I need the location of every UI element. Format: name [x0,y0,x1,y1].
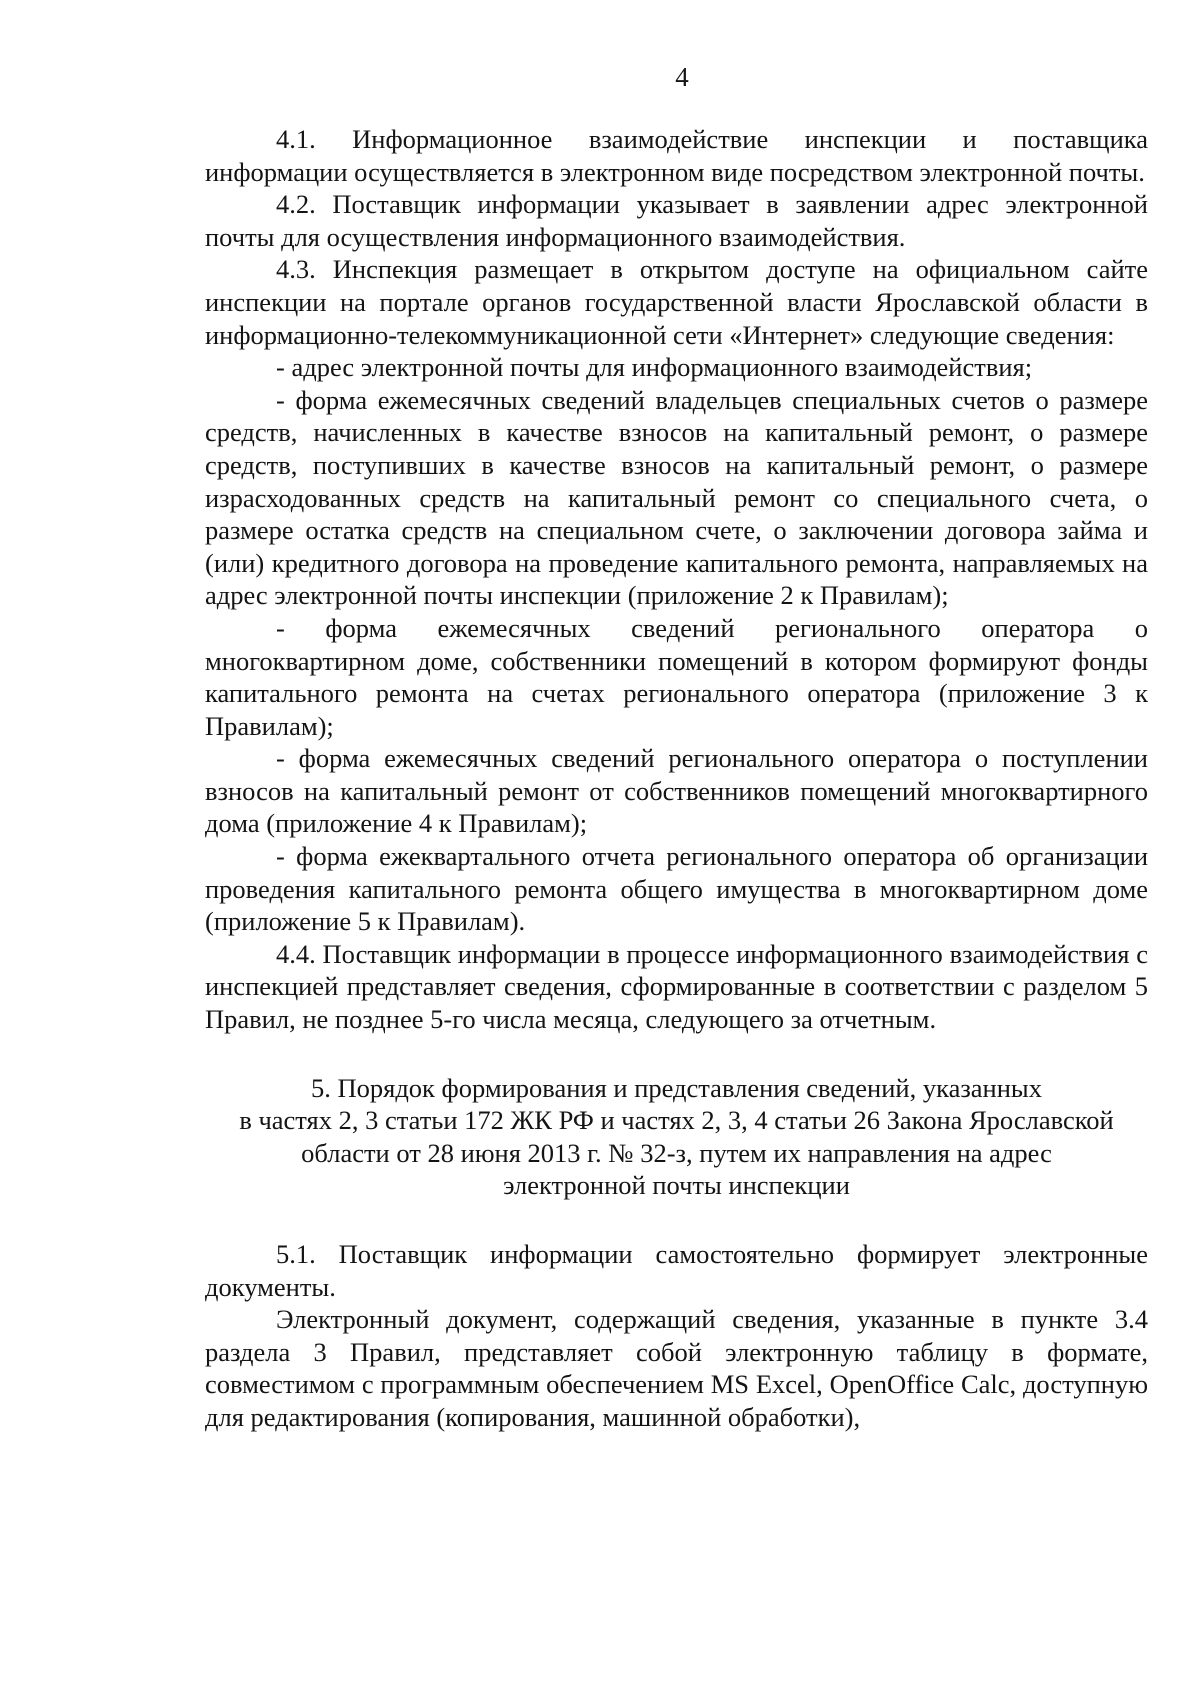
section-heading-line: 5. Порядок формирования и представления сведений, указанных [311,1072,1042,1103]
paragraph-4-1: 4.1. Информационное взаимодействие инспекции и поставщика информации осуществляется в электронном виде посредством электронной почты. [205,124,1148,187]
page-number: 4 [675,62,689,92]
paragraph-electronic-document: Электронный документ, содержащий сведения, указанные в пункте 3.4 раздела 3 Правил, представляет собой электронную таблицу в формате, совместимом с программным обеспечением MS Excel, OpenOffice Calc, доступную для редактирования (копирования, машинной обработки), [205,1304,1148,1432]
document-body [205,123,1148,1434]
list-item-form-regional-operator-house: - форма ежемесячных сведений регионального оператора о многоквартирном доме, собственники помещений в котором формируют фонды капитального ремонта на счетах регионального оператора (приложение 3 к Правилам); [205,612,1148,741]
section-heading-line: области от 28 июня 2013 г. № 32-з, путем их направления на адрес [301,1137,1052,1168]
paragraph-4-2: 4.2. Поставщик информации указывает в заявлении адрес электронной почты для осуществления информационного взаимодействия. [205,189,1148,252]
list-item-form-regional-operator-contributions: - форма ежемесячных сведений регионального оператора о поступлении взносов на капитальный ремонт от собственников помещений многоквартирного дома (приложение 4 к Правилам); [205,743,1148,839]
section-5-heading [205,1072,1148,1202]
list-item-form-quarterly-report: - форма ежеквартального отчета регионального оператора об организации проведения капитального ремонта общего имущества в многоквартирном доме (приложение 5 к Правилам). [205,841,1148,937]
list-item-form-special-accounts: - форма ежемесячных сведений владельцев специальных счетов о размере средств, начисленных в качестве взносов на капитальный ремонт, о размере средств, поступивших в качестве взносов на капитальный ремонт, о размере израсходованных средств на капитальный ремонт со специального счета, о размере остатка средств на специальном счете, о заключении договора займа и (или) кредитного договора на проведение капитального ремонта, направляемых на адрес электронной почты инспекции (приложение 2 к Правилам); [205,384,1148,611]
section-heading-line: в частях 2, 3 статьи 172 ЖК РФ и частях 2, 3, 4 статьи 26 Закона Ярославской [239,1105,1114,1136]
list-item-email-address: - адрес электронной почты для информационного взаимодействия; [276,352,1033,383]
section-heading-line: электронной почты инспекции [503,1170,850,1201]
paragraph-5-1: 5.1. Поставщик информации самостоятельно формирует электронные документы. [205,1239,1148,1302]
paragraph-4-4: 4.4. Поставщик информации в процессе информационного взаимодействия с инспекцией представляет сведения, сформированные в соответствии с разделом 5 Правил, не позднее 5-го числа месяца, следующего за отчетным. [205,938,1148,1035]
paragraph-4-3: 4.3. Инспекция размещает в открытом доступе на официальном сайте инспекции на портале органов государственной власти Ярославской области в информационно-телекоммуникационной сети «Интернет» следующие сведения: [205,254,1148,350]
